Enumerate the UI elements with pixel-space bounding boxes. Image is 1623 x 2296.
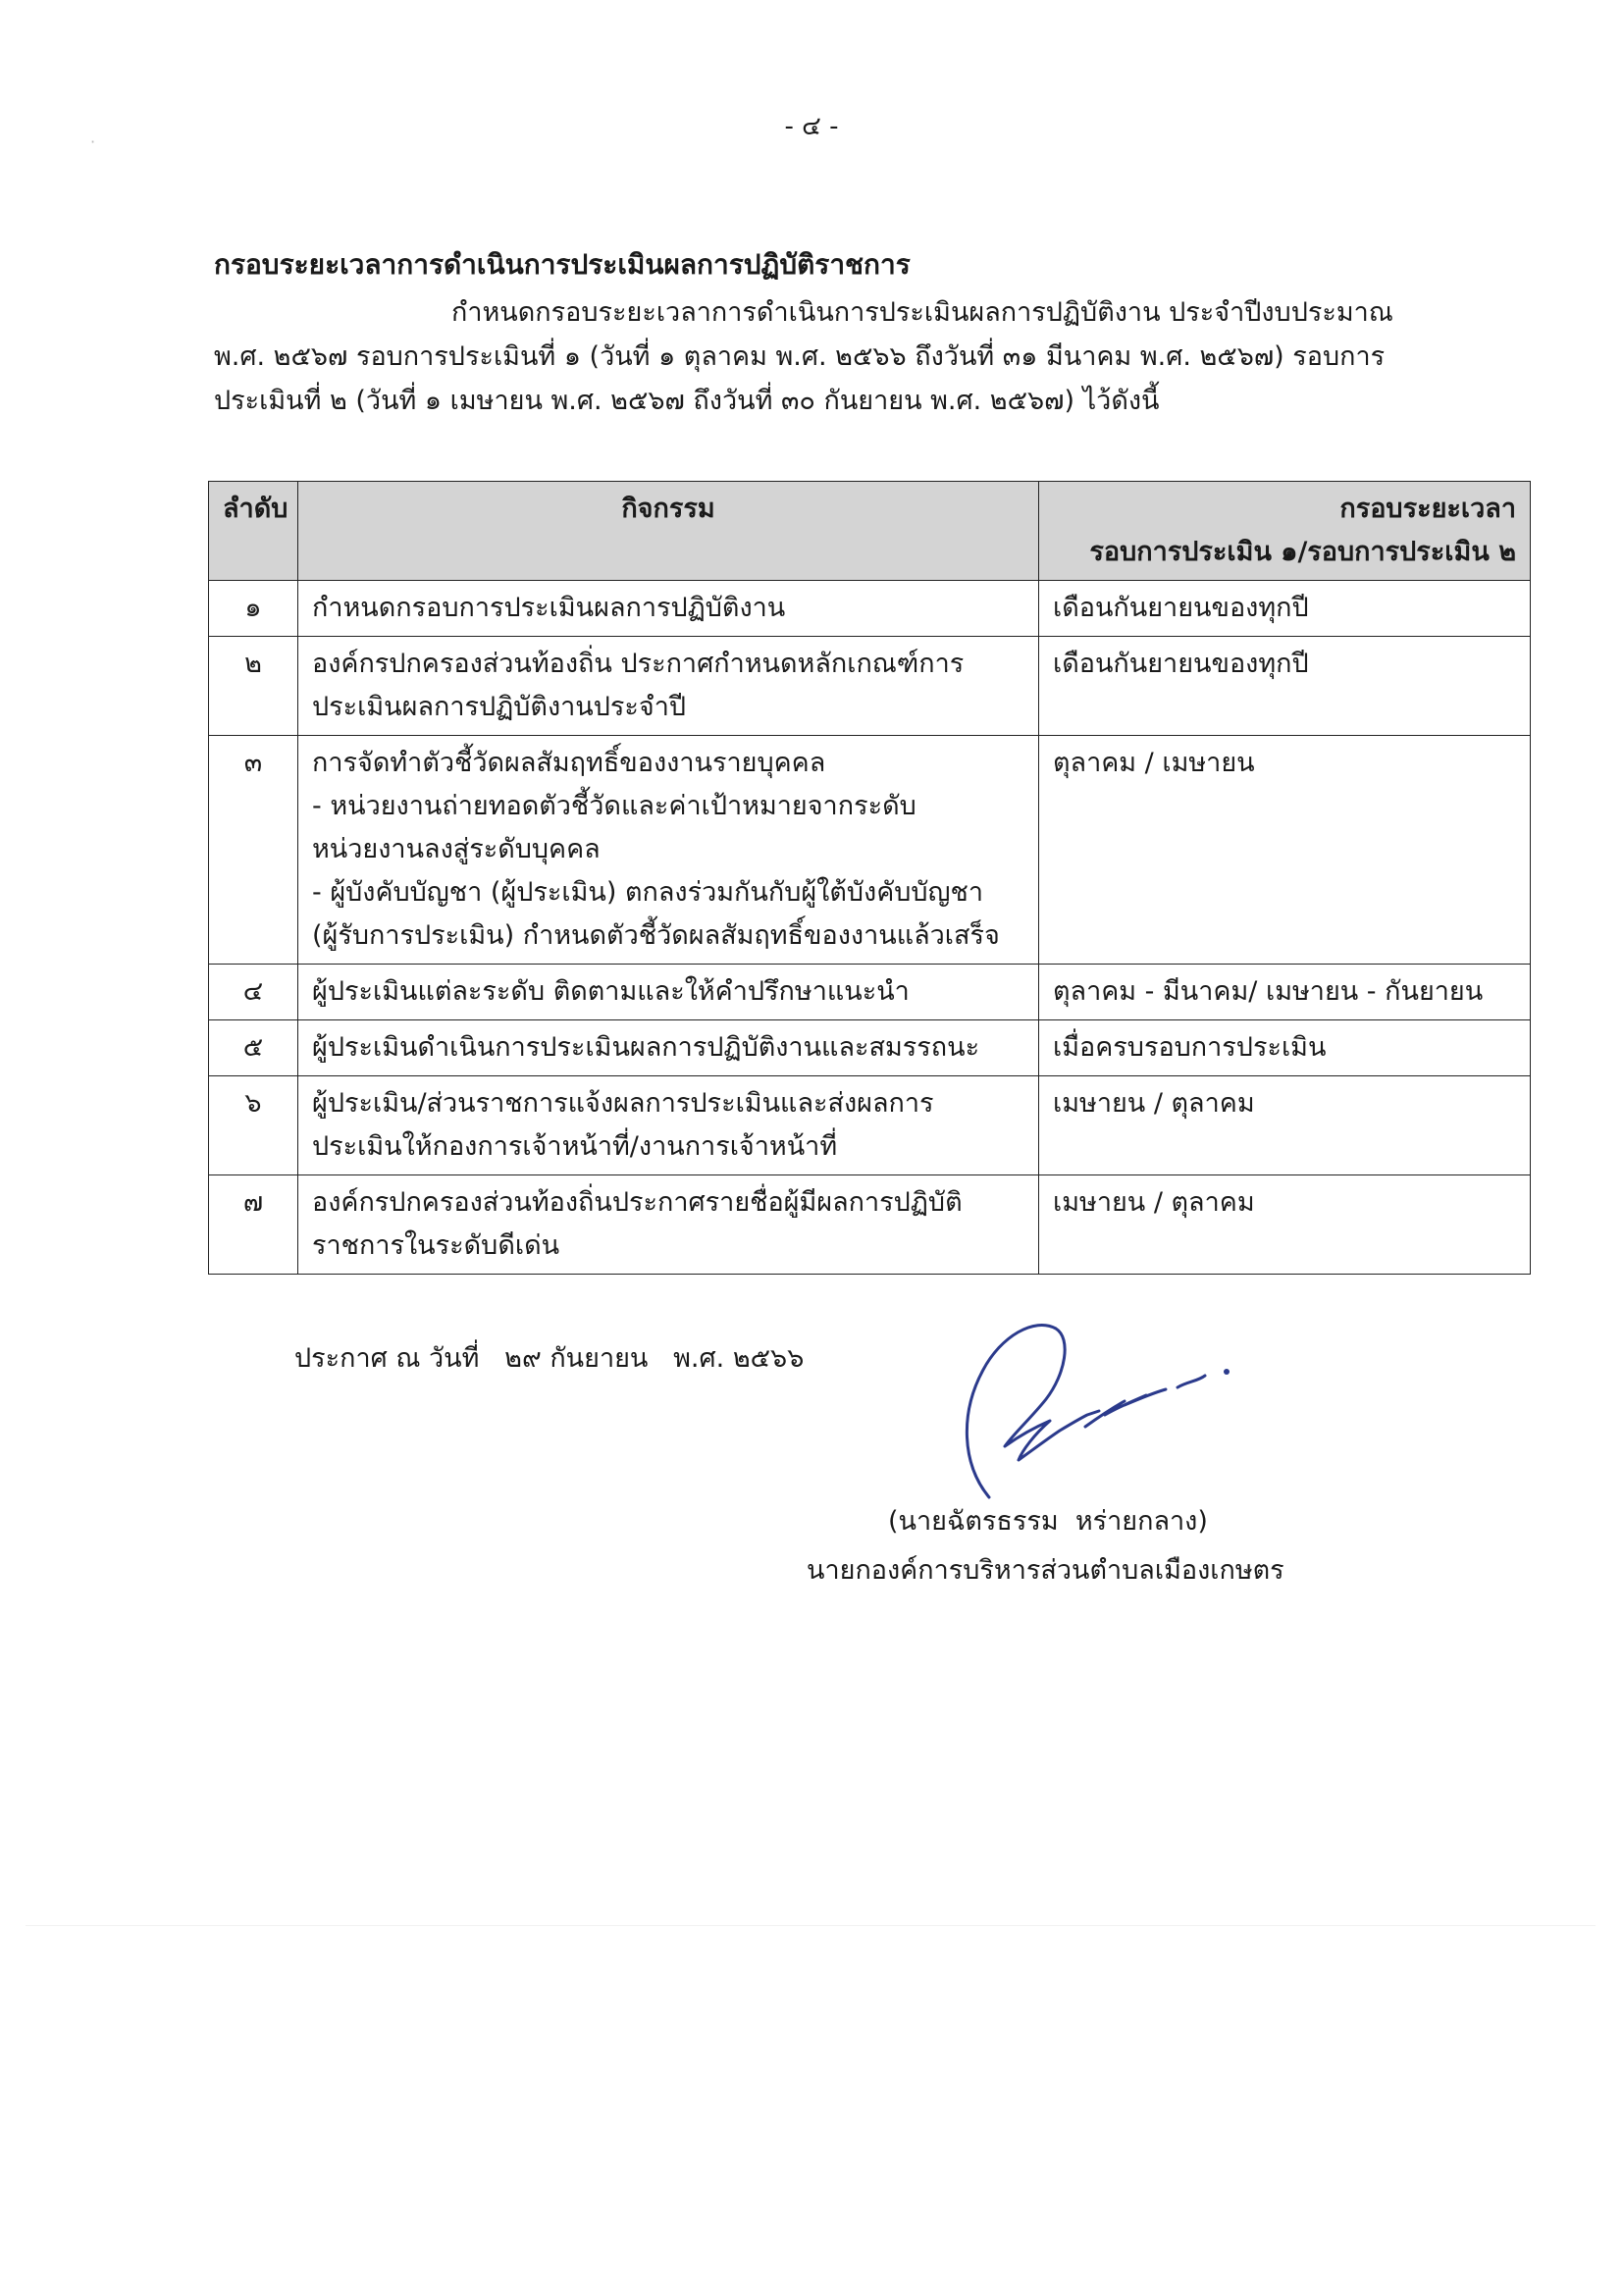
row-number: ๗ — [209, 1175, 298, 1275]
announcement-date: ประกาศ ณ วันที่ ๒๙ กันยายน พ.ศ. ๒๕๖๖ — [294, 1343, 805, 1374]
row-timeframe: เดือนกันยายนของทุกปี — [1039, 637, 1531, 736]
row-timeframe: เดือนกันยายนของทุกปี — [1039, 581, 1531, 637]
row-number: ๓ — [209, 736, 298, 965]
scan-artifact-line — [26, 1925, 1596, 1926]
row-activity: องค์กรปกครองส่วนท้องถิ่น ประกาศกำหนดหลักเกณฑ์การ ประเมินผลการปฏิบัติงานประจำปี — [298, 637, 1039, 736]
signature-dot — [1224, 1369, 1230, 1375]
timeline-table — [208, 481, 1531, 1275]
row-number: ๒ — [209, 637, 298, 736]
header-timeframe-line1: กรอบระยะเวลา — [1339, 494, 1516, 524]
row-activity: ผู้ประเมิน/ส่วนราชการแจ้งผลการประเมินและส่งผลการ ประเมินให้กองการเจ้าหน้าที่/งานการเจ้าหน้าที่ — [298, 1076, 1039, 1175]
intro-line: กำหนดกรอบระยะเวลาการดำเนินการประเมินผลการปฏิบัติงาน ประจำปีงบประมาณ — [451, 297, 1393, 328]
table-row — [209, 637, 1531, 736]
row-activity: กำหนดกรอบการประเมินผลการปฏิบัติงาน — [298, 581, 1039, 637]
page-number: - ๔ - — [784, 112, 839, 141]
table-row — [209, 581, 1531, 637]
row-activity: องค์กรปกครองส่วนท้องถิ่นประกาศรายชื่อผู้มีผลการปฏิบัติ ราชการในระดับดีเด่น — [298, 1175, 1039, 1275]
table-row — [209, 736, 1531, 965]
row-activity: ผู้ประเมินดำเนินการประเมินผลการปฏิบัติงานและสมรรถนะ — [298, 1020, 1039, 1076]
row-number: ๕ — [209, 1020, 298, 1076]
header-timeframe — [1039, 482, 1531, 581]
intro-line: พ.ศ. ๒๕๖๗ รอบการประเมินที่ ๑ (วันที่ ๑ ตุลาคม พ.ศ. ๒๕๖๖ ถึงวันที่ ๓๑ มีนาคม พ.ศ. ๒๕๖๗) รอบการ — [214, 341, 1386, 372]
header-no: ลำดับ — [209, 482, 298, 581]
scan-mark: · — [90, 132, 96, 151]
row-activity: การจัดทำตัวชี้วัดผลสัมฤทธิ์ของงานรายบุคคล - หน่วยงานถ่ายทอดตัวชี้วัดและค่าเป้าหมายจากระดับ หน่วยงานลงสู่ระดับบุคคล - ผู้บังคับบัญชา (ผู้ประเมิน) ตกลงร่วมกันกับผู้ใต้บังคับบัญชา (ผู้รับการประเมิน) กำหนดตัวชี้วัดผลสัมฤทธิ์ของงานแล้วเสร็จ — [298, 736, 1039, 965]
signer-position: นายกองค์การบริหารส่วนตำบลเมืองเกษตร — [807, 1555, 1284, 1586]
row-number: ๑ — [209, 581, 298, 637]
intro-paragraph — [214, 290, 1440, 423]
header-timeframe-line2: รอบการประเมิน ๑/รอบการประเมิน ๒ — [1089, 537, 1516, 567]
row-timeframe: ตุลาคม - มีนาคม/ เมษายน - กันยายน — [1039, 965, 1531, 1020]
row-timeframe: เมื่อครบรอบการประเมิน — [1039, 1020, 1531, 1076]
signer-name: (นายฉัตรธรรม หร่ายกลาง) — [888, 1506, 1208, 1537]
table-row — [209, 1175, 1531, 1275]
signature-stroke — [967, 1325, 1205, 1497]
document-title: กรอบระยะเวลาการดำเนินการประเมินผลการปฏิบัติราชการ — [214, 248, 911, 281]
table-row — [209, 1020, 1531, 1076]
signature — [932, 1317, 1256, 1503]
intro-line: ประเมินที่ ๒ (วันที่ ๑ เมษายน พ.ศ. ๒๕๖๗ ถึงวันที่ ๓๐ กันยายน พ.ศ. ๒๕๖๗) ไว้ดังนี้ — [214, 386, 1160, 416]
row-number: ๔ — [209, 965, 298, 1020]
row-number: ๖ — [209, 1076, 298, 1175]
row-timeframe: เมษายน / ตุลาคม — [1039, 1175, 1531, 1275]
row-activity: ผู้ประเมินแต่ละระดับ ติดตามและให้คำปรึกษาแนะนำ — [298, 965, 1039, 1020]
row-timeframe: เมษายน / ตุลาคม — [1039, 1076, 1531, 1175]
table-row — [209, 1076, 1531, 1175]
table-row — [209, 965, 1531, 1020]
table-header-row — [209, 482, 1531, 581]
header-activity: กิจกรรม — [298, 482, 1039, 581]
row-timeframe: ตุลาคม / เมษายน — [1039, 736, 1531, 965]
